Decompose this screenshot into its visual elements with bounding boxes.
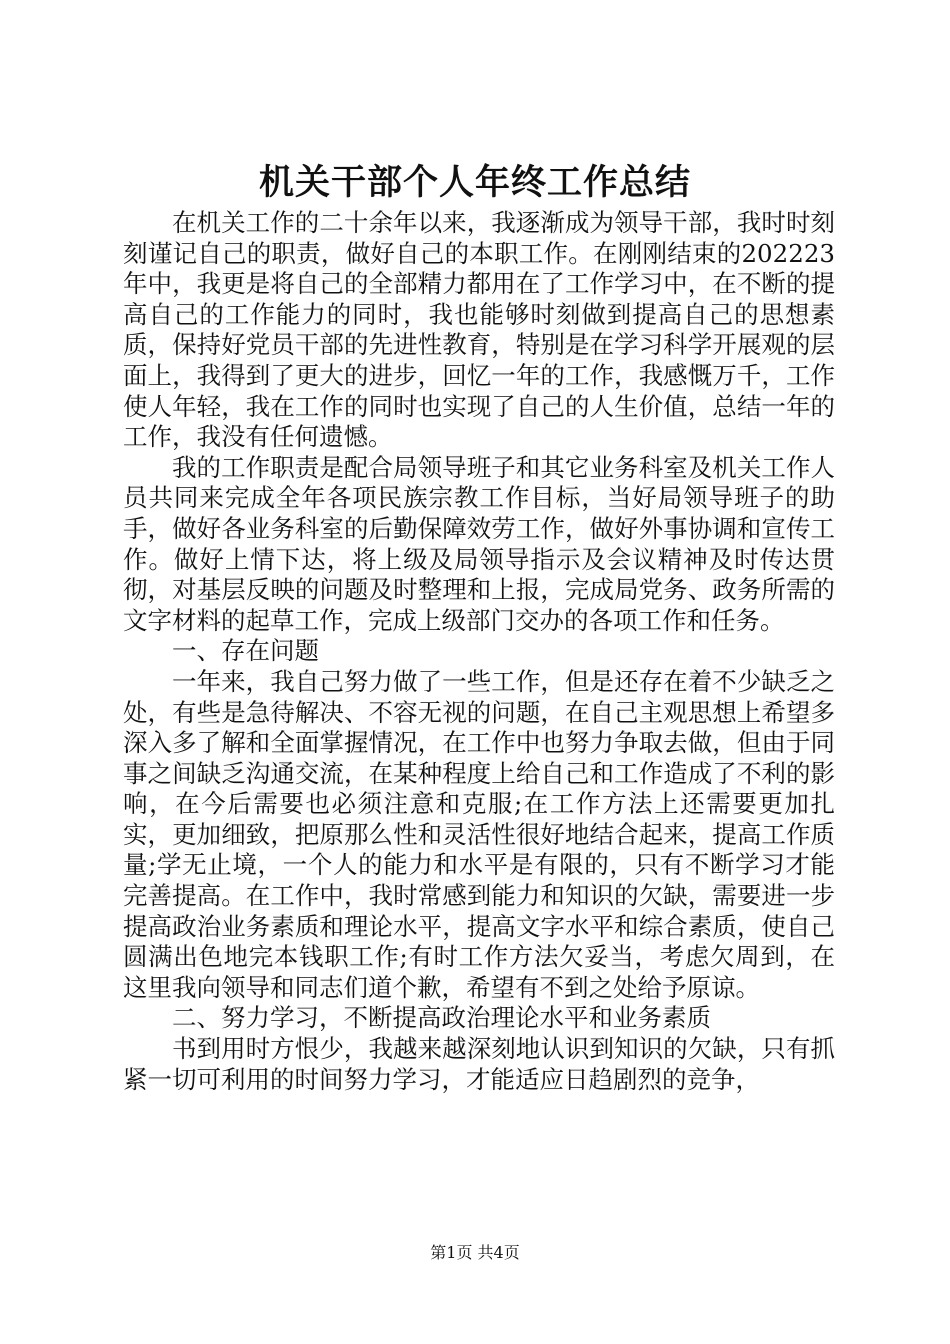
paragraph-problems: 一年来，我自己努力做了一些工作，但是还存在着不少缺乏之处，有些是急待解决、不容无视的问题，在自己主观思想上希望多深入多了解和全面掌握情况，在工作中也努力争取去做，但由于同事之间缺乏沟通交流，在某种程度上给自己和工作造成了不利的影响，在今后需要也必须注意和克服;在工作方法上还需要更加扎实，更加细致，把原那么性和灵活性很好地结合起来，提高工作质量;学无止境，一个人的能力和水平是有限的，只有不断学习才能完善提高。在工作中，我时常感到能力和知识的欠缺，需要进一步提高政治业务素质和理论水平，提高文字水平和综合素质，使自己圆满出色地完本钱职工作;有时工作方法欠妥当，考虑欠周到，在这里我向领导和同志们道个歉，希望有不到之处给予原谅。 [123,666,835,1002]
section-heading-study: 二、努力学习，不断提高政治理论水平和业务素质 [172,1003,711,1033]
paragraph-study: 书到用时方恨少，我越来越深刻地认识到知识的欠缺，只有抓紧一切可利用的时间努力学习，才能适应日趋剧烈的竞争， [123,1034,835,1094]
document-title: 机关干部个人年终工作总结 [258,162,691,203]
page-number-footer: 第1页 共4页 [430,1243,520,1262]
section-heading-problems: 一、存在问题 [172,636,319,666]
paragraph-intro: 在机关工作的二十余年以来，我逐渐成为领导干部，我时时刻刻谨记自己的职责，做好自己的本职工作。在刚刚结束的202223年中，我更是将自己的全部精力都用在了工作学习中，在不断的提高自己的工作能力的同时，我也能够时刻做到提高自己的思想素质，保持好党员干部的先进性教育，特别是在学习科学开展观的层面上，我得到了更大的进步，回忆一年的工作，我感慨万千，工作使人年轻，我在工作的同时也实现了自己的人生价值，总结一年的工作，我没有任何遗憾。 [123,208,835,452]
paragraph-duties: 我的工作职责是配合局领导班子和其它业务科室及机关工作人员共同来完成全年各项民族宗教工作目标，当好局领导班子的助手，做好各业务科室的后勤保障效劳工作，做好外事协调和宣传工作。做好上情下达，将上级及局领导指示及会议精神及时传达贯彻，对基层反映的问题及时整理和上报，完成局党务、政务所需的文字材料的起草工作，完成上级部门交办的各项工作和任务。 [123,452,835,635]
document-body [123,208,835,1095]
